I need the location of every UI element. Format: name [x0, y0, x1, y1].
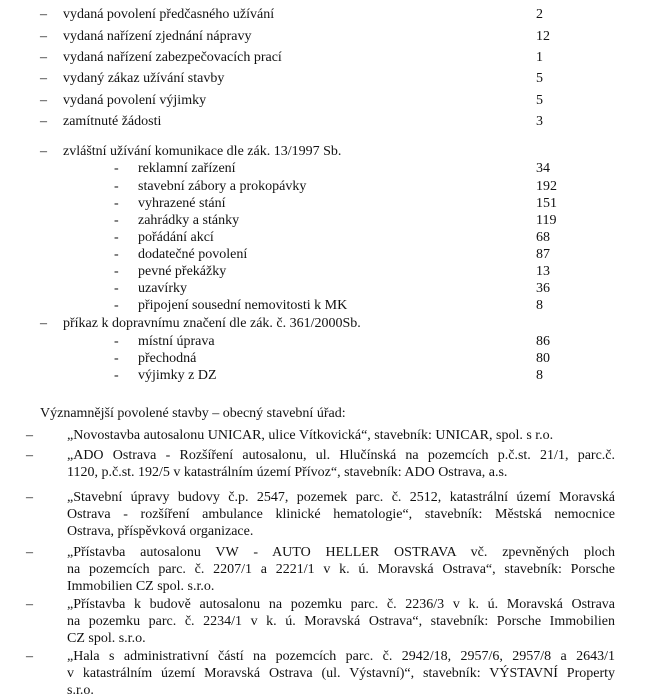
entry-line: Immobilien CZ spol. s.r.o.	[67, 579, 215, 594]
dash-bullet: –	[26, 597, 33, 612]
dot-bullet: -	[114, 351, 119, 366]
entry-line: Ostrava, příspěvková organizace.	[67, 524, 254, 539]
item-label: zahrádky a stánky	[138, 213, 240, 228]
item-label: dodatečné povolení	[138, 247, 248, 262]
dash-bullet: –	[40, 50, 47, 65]
item-label: vydaná povolení výjimky	[63, 93, 207, 108]
entry-line: „ADO Ostrava - Rozšíření autosalonu, ul. Hlučínská na pozemcích p.č.st. 21/1, parc.č.	[67, 448, 615, 463]
dot-bullet: -	[114, 213, 119, 228]
dash-bullet: –	[26, 448, 33, 463]
dash-bullet: –	[40, 71, 47, 86]
item-value: 192	[536, 179, 557, 194]
item-label: vyhrazené stání	[138, 196, 226, 211]
item-value: 8	[536, 368, 543, 383]
dash-bullet: –	[40, 29, 47, 44]
entry-line: s.r.o.	[67, 683, 94, 698]
item-value: 5	[536, 71, 543, 86]
dash-bullet: –	[40, 7, 47, 22]
item-label: místní úprava	[138, 334, 215, 349]
entry-line: „Přístavba autosalonu VW - AUTO HELLER OSTRAVA vč. zpevněných ploch	[67, 545, 615, 560]
entry-line: v katastrálním území Moravská Ostrava (ul. Výstavní)“, stavebník: VÝSTAVNÍ Property	[67, 666, 615, 681]
dot-bullet: -	[114, 368, 119, 383]
dot-bullet: -	[114, 230, 119, 245]
item-value: 3	[536, 114, 543, 129]
item-label: pevné překážky	[138, 264, 227, 279]
entry-line: na pozemcích parc. č. 2207/1 a 2221/1 v k. ú. Moravská Ostrava“, stavebník: Porsche	[67, 562, 615, 577]
item-label: stavební zábory a prokopávky	[138, 179, 307, 194]
section-heading: příkaz k dopravnímu značení dle zák. č. 361/2000Sb.	[63, 316, 361, 331]
entry-line: na pozemku parc. č. 2234/1 v k. ú. Moravská Ostrava“, stavebník: Porsche Immobilien	[67, 614, 615, 629]
dash-bullet: –	[26, 649, 33, 664]
item-value: 34	[536, 161, 550, 176]
item-label: vydaná povolení předčasného užívání	[63, 7, 275, 22]
section-heading: Významnější povolené stavby – obecný stavební úřad:	[40, 406, 346, 421]
item-value: 36	[536, 281, 550, 296]
item-label: reklamní zařízení	[138, 161, 236, 176]
item-label: uzavírky	[138, 281, 187, 296]
item-label: vydaná nařízení zjednání nápravy	[63, 29, 252, 44]
item-value: 5	[536, 93, 543, 108]
item-label: zamítnuté žádosti	[63, 114, 162, 129]
dot-bullet: -	[114, 196, 119, 211]
item-label: vydaná nařízení zabezpečovacích prací	[63, 50, 282, 65]
item-value: 151	[536, 196, 557, 211]
dash-bullet: –	[26, 545, 33, 560]
dot-bullet: -	[114, 334, 119, 349]
dash-bullet: –	[26, 428, 33, 443]
item-label: připojení sousední nemovitosti k MK	[138, 298, 348, 313]
dot-bullet: -	[114, 264, 119, 279]
section-heading: zvláštní užívání komunikace dle zák. 13/1997 Sb.	[63, 144, 342, 159]
dot-bullet: -	[114, 179, 119, 194]
entry-line: „Novostavba autosalonu UNICAR, ulice Vítkovická“, stavebník: UNICAR, spol. s r.o.	[67, 428, 554, 443]
dash-bullet: –	[40, 93, 47, 108]
entry-line: 1120, p.č.st. 192/5 v katastrálním území Přívoz“, stavebník: ADO Ostrava, a.s.	[67, 465, 508, 480]
item-value: 2	[536, 7, 543, 22]
item-value: 13	[536, 264, 550, 279]
item-label: pořádání akcí	[138, 230, 214, 245]
dot-bullet: -	[114, 298, 119, 313]
item-value: 86	[536, 334, 550, 349]
item-label: vydaný zákaz užívání stavby	[63, 71, 225, 86]
dash-bullet: –	[40, 144, 47, 159]
dot-bullet: -	[114, 247, 119, 262]
dot-bullet: -	[114, 281, 119, 296]
entry-line: CZ spol. s.r.o.	[67, 631, 146, 646]
dash-bullet: –	[26, 490, 33, 505]
item-value: 1	[536, 50, 543, 65]
item-label: výjimky z DZ	[138, 368, 217, 383]
item-value: 80	[536, 351, 550, 366]
entry-line: „Přístavba k budově autosalonu na pozemku parc. č. 2236/3 v k. ú. Moravská Ostrava	[67, 597, 615, 612]
item-value: 68	[536, 230, 550, 245]
entry-line: „Hala s administrativní částí na pozemcích parc. č. 2942/18, 2957/6, 2957/8 a 2643/1	[67, 649, 615, 664]
entry-line: Ostrava - rozšíření ambulance klinické hematologie“, stavebník: Městská nemocnice	[67, 507, 615, 522]
item-label: přechodná	[138, 351, 197, 366]
dash-bullet: –	[40, 114, 47, 129]
item-value: 12	[536, 29, 550, 44]
dot-bullet: -	[114, 161, 119, 176]
entry-line: „Stavební úpravy budovy č.p. 2547, pozemek parc. č. 2512, katastrální území Moravská	[67, 490, 615, 505]
dash-bullet: –	[40, 316, 47, 331]
item-value: 8	[536, 298, 543, 313]
item-value: 119	[536, 213, 557, 228]
item-value: 87	[536, 247, 550, 262]
